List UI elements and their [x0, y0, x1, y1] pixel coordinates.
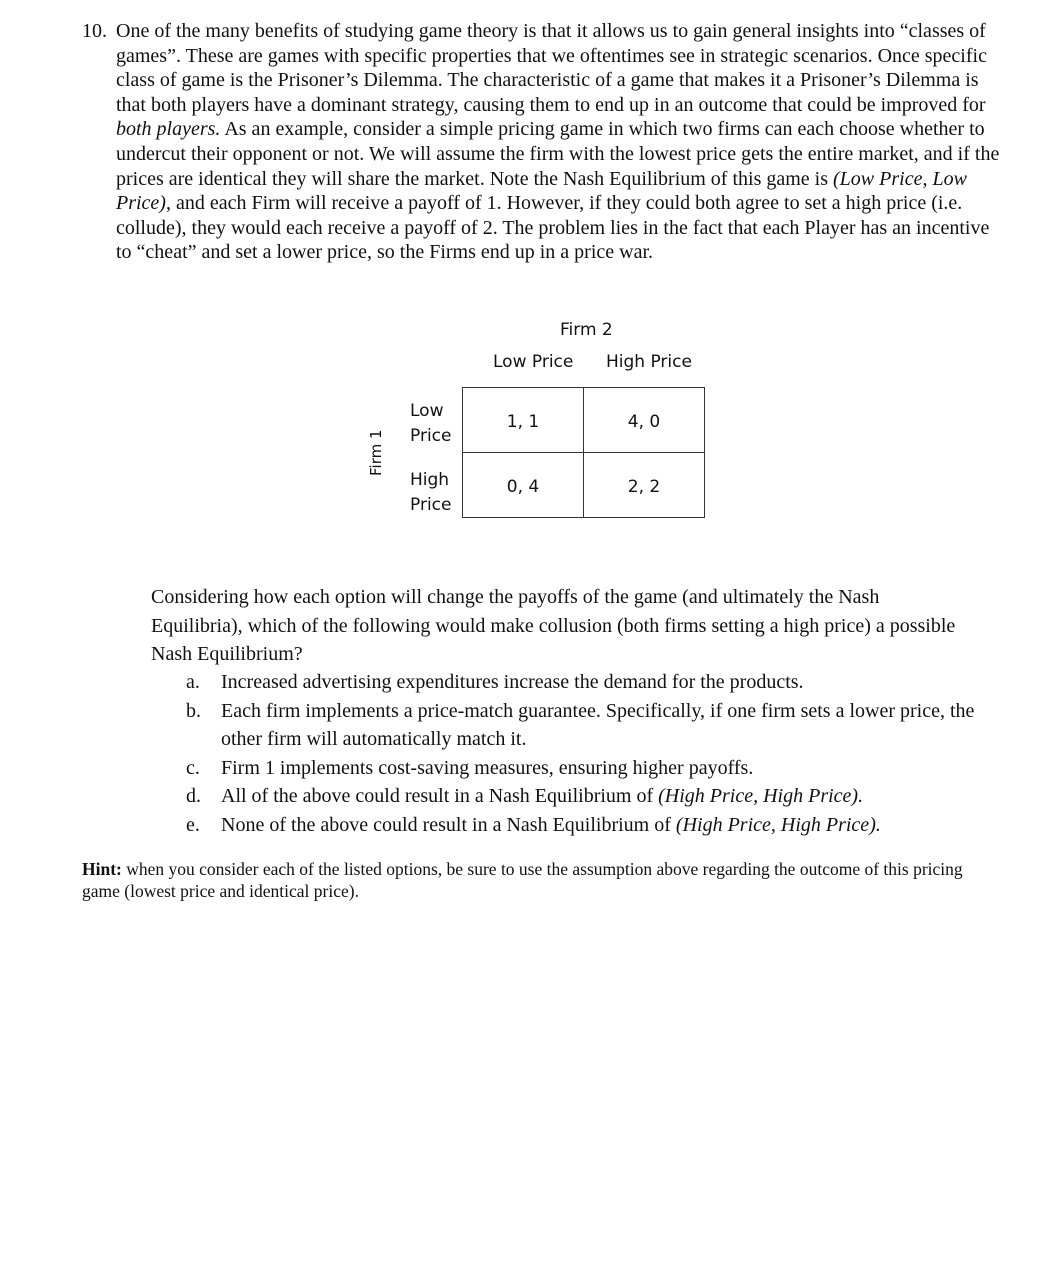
option-a-text: Increased advertising expenditures increase the demand for the products.	[221, 671, 804, 693]
option-b-text: Each firm implements a price-match guarantee. Specifically, if one firm sets a lower price, the other firm will automatically match it.	[221, 699, 975, 750]
row-label-high-price	[410, 468, 451, 518]
payoff-cell-high-high: 2, 2	[584, 453, 705, 518]
row-label-low-line2: Price	[410, 426, 452, 446]
row-player-label: Firm 1	[367, 429, 385, 476]
question-number: 10.	[82, 20, 107, 42]
intro-text-1: One of the many benefits of studying game theory is that it allows us to gain general insights into “classes of games”. These are games with specific properties that we oftentimes see in strategic scenarios. Once specific class of game is the Prisoner’s Dilemma. The characteristic of a game that makes it a Prisoner’s Dilemma is that both players have a dominant strategy, causing them to end up in an outcome that could be improved for	[116, 20, 987, 116]
row-label-high-line2: Price	[410, 495, 452, 515]
question-text: Considering how each option will change the payoffs of the game (and ultimately the Nash Equilibria), which of the following would make collusion (both firms setting a high price) a possible Nash Equilibrium?	[151, 586, 956, 665]
matrix-row-high	[463, 453, 705, 518]
hint-paragraph	[82, 858, 1002, 902]
payoff-matrix	[462, 387, 705, 518]
option-d-italic: (High Price, High Price).	[658, 785, 864, 807]
option-d-text: All of the above could result in a Nash Equilibrium of	[221, 785, 659, 807]
option-e[interactable]	[186, 811, 986, 840]
intro-text-3: , and each Firm will receive a payoff of 1. However, if they could both agree to set a high price (i.e. collude), they would each receive a payoff of 2. The problem lies in the fact that each Player has an incentive to “cheat” and set a lower price, so the Firms end up in a price war.	[116, 192, 990, 264]
option-d-label: d.	[186, 785, 201, 807]
row-label-low-price	[410, 399, 451, 449]
intro-paragraph	[116, 19, 1002, 265]
intro-italic-2: (Low Price, Low Price)	[116, 167, 967, 215]
payoff-cell-low-high: 4, 0	[584, 388, 705, 453]
option-e-label: e.	[186, 813, 200, 836]
option-d[interactable]	[186, 782, 986, 811]
option-a[interactable]	[186, 668, 986, 697]
matrix-row-low	[463, 388, 705, 453]
option-a-label: a.	[186, 671, 200, 693]
intro-italic-1: both players.	[116, 118, 221, 141]
option-c-text: Firm 1 implements cost-saving measures, ensuring higher payoffs.	[221, 756, 754, 779]
option-b-label: b.	[186, 699, 201, 722]
row-label-low-line1: Low	[410, 401, 444, 421]
row-label-high-line1: High	[410, 470, 450, 490]
payoff-cell-low-low: 1, 1	[463, 388, 584, 453]
payoff-cell-high-low: 0, 4	[463, 453, 584, 518]
column-label-low-price: Low Price	[493, 352, 574, 372]
hint-text: when you consider each of the listed options, be sure to use the assumption above regarding the outcome of this pricing game (lowest price and identical price).	[82, 859, 963, 901]
hint-label: Hint:	[82, 859, 122, 879]
problem-intro	[82, 19, 1002, 265]
answer-options	[186, 668, 986, 839]
intro-text-2: As an example, consider a simple pricing game in which two firms can each choose whether to undercut their opponent or not. We will assume the firm with the lowest price gets the entire market, and if the prices are identical they will share the market. Note the Nash Equilibrium of this game is	[116, 118, 1000, 190]
option-e-italic: (High Price, High Price).	[675, 813, 881, 836]
column-label-high-price: High Price	[606, 352, 692, 372]
option-c[interactable]	[186, 754, 986, 783]
column-player-label: Firm 2	[560, 320, 613, 340]
option-e-text: None of the above could result in a Nash Equilibrium of	[221, 813, 676, 836]
option-b[interactable]	[186, 697, 986, 754]
option-c-label: c.	[186, 756, 200, 779]
